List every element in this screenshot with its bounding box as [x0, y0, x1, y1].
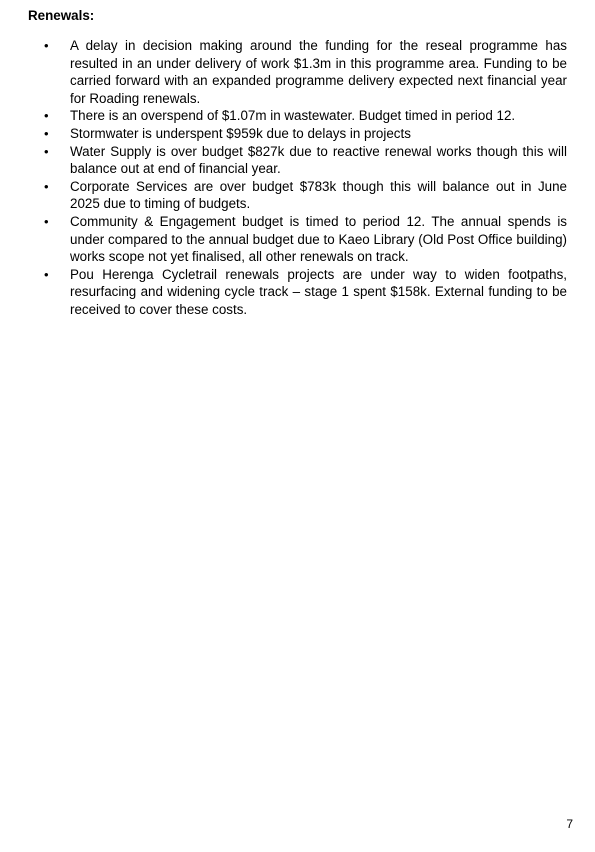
bullet-item-cycletrail: [0, 266, 595, 319]
bullet-item-wastewater: [0, 107, 595, 125]
bullet-text: There is an overspend of $1.07m in wastewater. Budget timed in period 12.: [70, 108, 516, 124]
bullet-text: Pou Herenga Cycletrail renewals projects are under way to widen footpaths, resurfacing and widening cycle track – stage 1 spent $158k. External funding to be received to cover these costs.: [70, 266, 567, 317]
bullet-icon: •: [44, 125, 49, 141]
bullet-icon: •: [44, 38, 49, 53]
bullet-text: Corporate Services are over budget $783k though this will balance out in June 2025 due to timing of budgets.: [70, 178, 567, 212]
bullet-text: A delay in decision making around the funding for the reseal programme has resulted in an under delivery of work $1.3m in this programme area. Funding to be carried forward with an expanded programme delivery expected next financial year for Roading renewals.: [70, 38, 567, 106]
bullet-icon: •: [44, 213, 49, 229]
bullet-icon: •: [44, 143, 49, 159]
bullet-item-community-engagement: [0, 213, 595, 266]
bullet-text: Stormwater is underspent $959k due to delays in projects: [70, 125, 411, 141]
bullet-item-corporate-services: [0, 178, 595, 213]
page-number: 7: [566, 817, 573, 831]
bullet-icon: •: [44, 178, 49, 194]
bullet-item-stormwater: [0, 125, 595, 143]
bullet-icon: •: [44, 108, 49, 124]
renewals-bullet-list: [0, 37, 595, 319]
bullet-icon: •: [44, 266, 49, 282]
bullet-text: Water Supply is over budget $827k due to reactive renewal works though this will balance out at end of financial year.: [70, 143, 567, 177]
bullet-text: Community & Engagement budget is timed to period 12. The annual spends is under compared to the annual budget due to Kaeo Library (Old Post Office building) works scope not yet finalised, all other renewals on track.: [70, 213, 567, 265]
bullet-item-water-supply: [0, 143, 595, 178]
bullet-item-roading: [0, 37, 595, 107]
section-heading: Renewals:: [28, 8, 95, 23]
